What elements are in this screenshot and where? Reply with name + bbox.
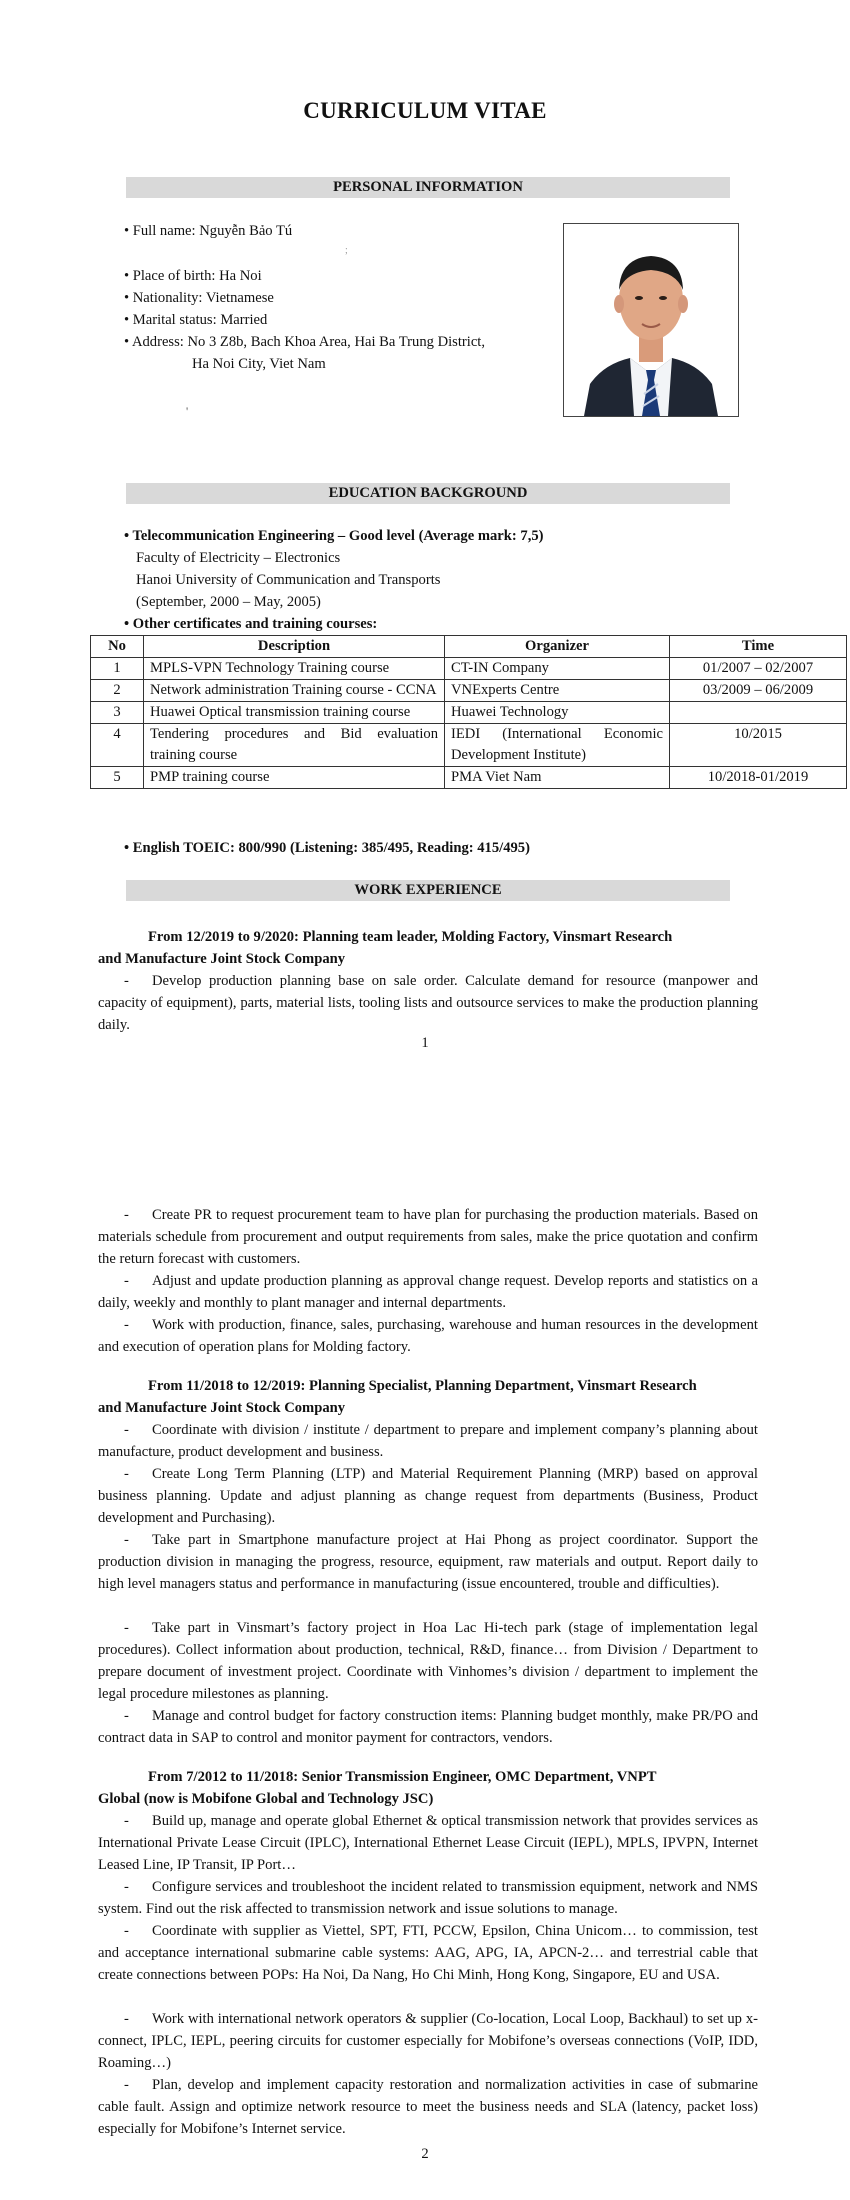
- job-3-duty-2: [98, 1876, 758, 1920]
- job-title-line: Global (now is Mobifone Global and Technology JSC): [98, 1791, 434, 1807]
- job-3-duty-3: [98, 1920, 758, 1986]
- duty-text: Adjust and update production planning as approval change request. Develop reports and statistics on a daily, weekly and monthly to plant manager and internal departments.: [98, 1273, 758, 1311]
- dash-marker: -: [124, 1317, 129, 1333]
- dash-marker: -: [124, 1879, 129, 1895]
- job-1-duty-3: [98, 1270, 758, 1314]
- column-header-time: Time: [670, 636, 847, 658]
- duty-text: Build up, manage and operate global Ethernet & optical transmission network that provides services as International Private Lease Circuit (IPLC), International Ethernet Lease Circuit (IEPL), MPLS, IPVPN, Internet Leased Line, IP Transit, IP Port…: [98, 1813, 758, 1873]
- dash-marker: -: [124, 973, 129, 989]
- duty-text: Plan, develop and implement capacity restoration and normalization activities in case of submarine cable fault. Assign and optimize network resource to meet the business needs and SLA (latency, packet loss) especially for Mobifone’s Internet service.: [98, 2077, 758, 2137]
- university: Hanoi University of Communication and Transports: [136, 572, 441, 588]
- portrait-image: [564, 224, 738, 416]
- cell-time-obscured: [670, 702, 847, 724]
- cell-organizer: Huawei Technology: [445, 702, 670, 724]
- page-number-2: 2: [421, 2146, 429, 2162]
- section-heading-work: WORK EXPERIENCE: [126, 880, 730, 901]
- dash-marker: -: [124, 1923, 129, 1939]
- dash-marker: -: [124, 1620, 129, 1636]
- cell-organizer: VNExperts Centre: [445, 680, 670, 702]
- duty-text: Work with production, finance, sales, purchasing, warehouse and human resources in the development and execution of operation plans for Molding factory.: [98, 1317, 758, 1355]
- faculty: Faculty of Electricity – Electronics: [136, 550, 341, 566]
- dash-marker: -: [124, 1813, 129, 1829]
- full-name: • Full name: Nguyễn Bảo Tú: [124, 220, 292, 242]
- cell-organizer: PMA Viet Nam: [445, 767, 670, 789]
- study-period: (September, 2000 – May, 2005): [136, 594, 321, 610]
- table-row: [91, 658, 847, 680]
- dash-marker: -: [124, 2011, 129, 2027]
- degree-name: Telecommunication Engineering: [132, 528, 335, 544]
- cell-description: Huawei Optical transmission training course: [144, 702, 445, 724]
- job-1-duty-2: [98, 1204, 758, 1270]
- job-2-duty-1: [98, 1419, 758, 1463]
- cell-description: Tendering procedures and Bid evaluation training course: [144, 724, 445, 767]
- cell-description: Network administration Training course - CCNA: [144, 680, 445, 702]
- marital-status: • Marital status: Married: [124, 309, 267, 331]
- column-header-no: No: [91, 636, 144, 658]
- training-table: [90, 635, 847, 789]
- duty-text: Develop production planning base on sale order. Calculate demand for resource (manpower and capacity of equipment), parts, material lists, tooling lists and outsource services to make the production planning daily.: [98, 973, 758, 1033]
- duty-text: Create Long Term Planning (LTP) and Material Requirement Planning (MRP) based on approval business planning. Update and adjust planning as change request from departments (Business, Product development and Purchasing).: [98, 1466, 758, 1526]
- address-line-2: Ha Noi City, Viet Nam: [192, 356, 326, 372]
- dash-marker: -: [124, 1207, 129, 1223]
- dash-marker: -: [124, 2077, 129, 2093]
- degree-details: – Good level (Average mark: 7,5): [334, 528, 544, 544]
- dash-marker: -: [124, 1466, 129, 1482]
- table-row: [91, 767, 847, 789]
- address-line-1: • Address: No 3 Z8b, Bach Khoa Area, Hai Ba Trung District,: [124, 331, 485, 353]
- cell-time: 03/2009 – 06/2009: [670, 680, 847, 702]
- nationality: • Nationality: Vietnamese: [124, 287, 274, 309]
- duty-text: Configure services and troubleshoot the incident related to transmission equipment, network and NMS system. Find out the risk affected to transmission network and issue solutions to manage.: [98, 1879, 758, 1917]
- table-header-row: [91, 636, 847, 658]
- job-2-duty-2: [98, 1463, 758, 1529]
- place-of-birth: • Place of birth: Ha Noi: [124, 265, 262, 287]
- table-row: [91, 680, 847, 702]
- job-title-line: and Manufacture Joint Stock Company: [98, 1400, 346, 1416]
- job-title-line: From 12/2019 to 9/2020: Planning team leader, Molding Factory, Vinsmart Research: [148, 929, 673, 945]
- profile-photo: [563, 223, 739, 417]
- column-header-organizer: Organizer: [445, 636, 670, 658]
- job-title-line: From 7/2012 to 11/2018: Senior Transmission Engineer, OMC Department, VNPT: [148, 1769, 657, 1785]
- cell-no: 5: [91, 767, 144, 789]
- cell-no: 2: [91, 680, 144, 702]
- job-1-duty-1: [98, 970, 758, 1036]
- cell-no: 1: [91, 658, 144, 680]
- table-row: [91, 724, 847, 767]
- duty-text: Manage and control budget for factory construction items: Planning budget monthly, make PR/PO and contract data in SAP to control and monitor payment for contractors, vendors.: [98, 1708, 758, 1746]
- duty-text: Create PR to request procurement team to have plan for purchasing the production materials. Based on materials schedule from procurement and output requirements from sales, make the price quotation and confirm the return forecast with customers.: [98, 1207, 758, 1267]
- dash-marker: -: [124, 1532, 129, 1548]
- duty-text: Work with international network operators & supplier (Co-location, Local Loop, Backhaul) to set up x-connect, IPLC, IEPL, peering circuits for customer especially for Mobifone’s overseas connections (VoIP, IDD, Roaming…): [98, 2011, 758, 2071]
- cell-no: 4: [91, 724, 144, 767]
- table-row: [91, 702, 847, 724]
- cell-organizer: CT-IN Company: [445, 658, 670, 680]
- dash-marker: -: [124, 1708, 129, 1724]
- job-3-duty-5: [98, 2074, 758, 2140]
- duty-text: Coordinate with supplier as Viettel, SPT, FTI, PCCW, Epsilon, China Unicom… to commission, test and acceptance international submarine cable systems: AAG, APG, IA, APCN-2… and terrestrial cable that create connections between POPs: Ha Noi, Da Nang, Ho Chi Minh, Hong Kong, Singapore, EU and USA.: [98, 1923, 758, 1983]
- job-title-line: From 11/2018 to 12/2019: Planning Specialist, Planning Department, Vinsmart Research: [148, 1378, 697, 1394]
- cell-description: MPLS-VPN Technology Training course: [144, 658, 445, 680]
- cell-time: 10/2018-01/2019: [670, 767, 847, 789]
- job-1-duty-4: [98, 1314, 758, 1358]
- document-title: CURRICULUM VITAE: [303, 98, 547, 123]
- cell-organizer: IEDI (International Economic Development Institute): [445, 724, 670, 767]
- job-3-duty-1: [98, 1810, 758, 1876]
- dash-marker: -: [124, 1422, 129, 1438]
- certificates-heading: • Other certificates and training courses:: [124, 613, 377, 635]
- cell-description: PMP training course: [144, 767, 445, 789]
- faint-mark: ;: [345, 245, 348, 256]
- cell-time: 10/2015: [670, 724, 847, 767]
- job-3-title: [98, 1766, 758, 1810]
- job-1-title: [98, 926, 758, 970]
- job-2-duty-3: [98, 1529, 758, 1595]
- job-2-title: [98, 1375, 758, 1419]
- job-2-duty-5: [98, 1705, 758, 1749]
- dash-marker: -: [124, 1273, 129, 1289]
- duty-text: Take part in Smartphone manufacture project at Hai Phong as project coordinator. Support the production division in managing the progress, resource, equipment, raw materials and output. Report daily to high level managers status and performance in manufacturing (issue encountered, trouble and difficulties).: [98, 1532, 758, 1592]
- section-heading-personal: PERSONAL INFORMATION: [126, 177, 730, 198]
- job-2-duty-4: [98, 1617, 758, 1705]
- duty-text: Take part in Vinsmart’s factory project in Hoa Lac Hi-tech park (stage of implementation legal procedures). Collect information about production, technical, R&D, finance… from Division / Department to prepare document of investment project. Coordinate with Vinhomes’s division / department to implement the legal procedure milestones as planning.: [98, 1620, 758, 1702]
- english-score: • English TOEIC: 800/990 (Listening: 385/495, Reading: 415/495): [124, 837, 530, 859]
- job-title-line: and Manufacture Joint Stock Company: [98, 951, 346, 967]
- column-header-description: Description: [144, 636, 445, 658]
- page-number-1: 1: [421, 1035, 429, 1051]
- job-3-duty-4: [98, 2008, 758, 2074]
- cell-time: 01/2007 – 02/2007: [670, 658, 847, 680]
- duty-text: Coordinate with division / institute / department to prepare and implement company’s planning about manufacture, product development and business.: [98, 1422, 758, 1460]
- section-heading-education: EDUCATION BACKGROUND: [126, 483, 730, 504]
- faint-mark: ': [186, 404, 189, 418]
- cell-no: 3: [91, 702, 144, 724]
- degree-line: [124, 525, 544, 547]
